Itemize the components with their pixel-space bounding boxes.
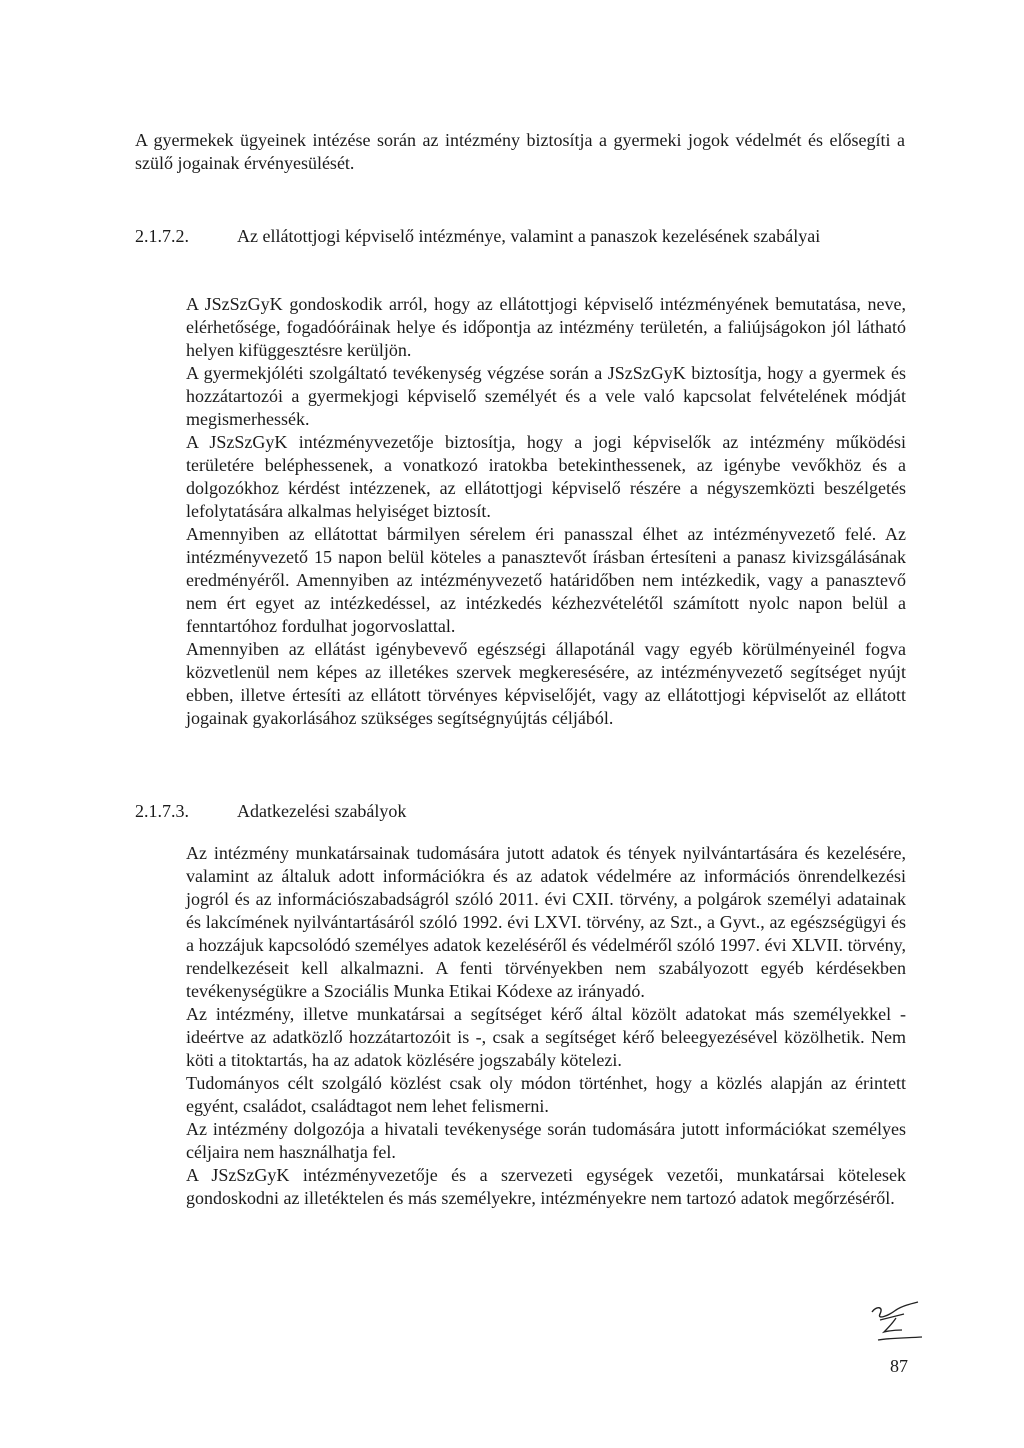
section-body-2172 (186, 293, 906, 730)
body-paragraph: A JSzSzGyK gondoskodik arról, hogy az ellátottjogi képviselő intézményének bemutatása, neve, elérhetősége, fogadóóráinak helye és időpontja az intézmény területén, a faliújságokon jól látható helyen kifüggesztésre kerüljön. (186, 294, 906, 360)
intro-paragraph: A gyermekek ügyeinek intézése során az intézmény biztosítja a gyermeki jogok védelmét és elősegíti a szülő jogainak érvényesülését. (135, 130, 905, 173)
handwritten-signature-icon (866, 1300, 926, 1350)
body-paragraph: Az intézmény munkatársainak tudomására jutott adatok és tények nyilvántartására és kezelésére, valamint az általuk adott információkra és az adatok védelmére az információs önrendelkezési jogról és az információszabadságról szóló 2011. évi CXII. törvény, a polgárok személyi adatainak és lakcímének nyilvántartásáról szóló 1992. évi LXVI. törvény, az Szt., a Gyvt., az egészségügyi és a hozzájuk kapcsolódó személyes adatok kezeléséről és védelméről szóló 1997. évi XLVII. törvény, rendelkezéseit kell alkalmazni. A fenti törvényekben nem szabályozott egyéb kérdésekben tevékenységükre a Szociális Munka Etikai Kódexe az irányadó. (186, 843, 906, 1001)
body-paragraph: Az intézmény dolgozója a hivatali tevékenysége során tudomására jutott információkat személyes céljaira nem használhatja fel. (186, 1119, 906, 1162)
section-heading-2172 (135, 225, 835, 248)
body-paragraph: A JSzSzGyK intézményvezetője és a szervezeti egységek vezetői, munkatársai kötelesek gondoskodni az illetéktelen és más személyekre, intézményekre nem tartozó adatok megőrzéséről. (186, 1165, 906, 1208)
body-paragraph: Amennyiben az ellátottat bármilyen sérelem éri panasszal élhet az intézményvezető felé. Az intézményvezető 15 napon belül köteles a panasztevőt írásban értesíteni a panasz kivizsgálásának eredményéről. Amennyiben az intézményvezető határidőben nem intézkedik, vagy a panasztevő nem ért egyet az intézkedéssel, az intézkedés kézhezvételétől számított nyolc napon belül a fenntartóhoz fordulhat jogorvoslattal. (186, 524, 906, 636)
body-paragraph: Az intézmény, illetve munkatársai a segítséget kérő által közölt adatokat más személyekkel - ideértve az adatközlő hozzátartozóit is -, csak a segítséget kérő beleegyezésével közölhetik. Nem köti a titoktartás, ha az adatok közlésére jogszabály kötelezi. (186, 1004, 906, 1070)
body-paragraph: A gyermekjóléti szolgáltató tevékenység végzése során a JSzSzGyK biztosítja, hogy a gyermek és hozzátartozói a gyermekjogi képviselő személyét és a vele való kapcsolat felvételének módját megismerhessék. (186, 363, 906, 429)
section-title: Adatkezelési szabályok (237, 801, 407, 821)
section-title: Az ellátottjogi képviselő intézménye, valamint a panaszok kezelésének szabályai (237, 226, 821, 246)
body-paragraph: Tudományos célt szolgáló közlést csak oly módon történhet, hogy a közlés alapján az érintett egyént, családot, családtagot nem lehet felismerni. (186, 1073, 906, 1116)
body-paragraph: Amennyiben az ellátást igénybevevő egészségi állapotánál vagy egyéb körülményeinél fogva közvetlenül nem képes az illetékes szervek megkeresésére, az intézményvezető segítséget nyújt ebben, illetve értesíti az ellátott törvényes képviselőjét, vagy az ellátottjogi képviselőt az ellátott jogainak gyakorlásához szükséges segítségnyújtás céljából. (186, 639, 906, 728)
section-heading-2173 (135, 800, 835, 823)
body-paragraph: A JSzSzGyK intézményvezetője biztosítja, hogy a jogi képviselők az intézmény működési területére beléphessenek, a vonatkozó iratokba betekinthessenek, az igénybe vevőkhöz és a dolgozókhoz kérdést intézzenek, az ellátottjogi képviselő részére a négyszemközti beszélgetés lefolytatására alkalmas helyiséget biztosít. (186, 432, 906, 521)
page-number: 87 (890, 1356, 908, 1376)
section-number: 2.1.7.3. (135, 801, 189, 821)
section-number: 2.1.7.2. (135, 226, 189, 246)
section-body-2173 (186, 842, 906, 1210)
